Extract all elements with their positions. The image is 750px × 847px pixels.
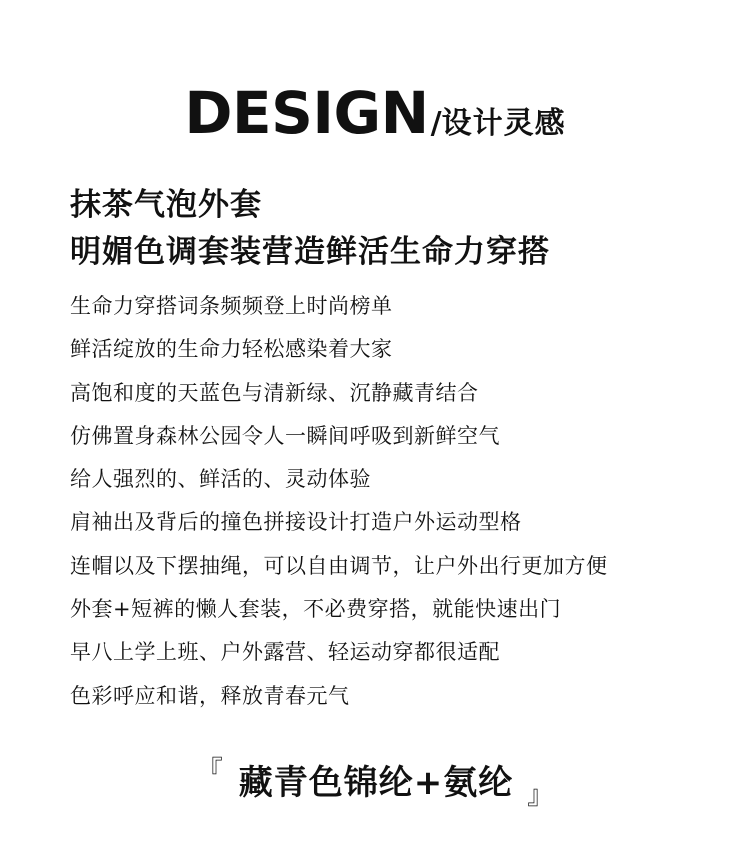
- description-line: 生命力穿搭词条频频登上时尚榜单: [70, 294, 393, 318]
- material-text: 藏青色锦纶+氨纶: [238, 763, 514, 803]
- description-line: 肩袖出及背后的撞色拼接设计打造户外运动型格: [70, 510, 522, 535]
- description-list: [70, 285, 720, 718]
- description-line: 色彩呼应和谐，释放青春元气: [70, 683, 350, 708]
- material-caption: [0, 756, 750, 816]
- description-line: 高饱和度的天蓝色与清新绿、沉静藏青结合: [70, 380, 479, 405]
- product-title-line-1: 抹茶气泡外套: [70, 187, 262, 223]
- design-inspiration-subtitle: 设计灵感: [441, 106, 566, 141]
- description-line: 给人强烈的、鲜活的、灵动体验: [70, 467, 371, 492]
- close-corner-bracket: 』: [527, 781, 554, 811]
- header-separator: /: [430, 106, 442, 141]
- product-title-block: [70, 182, 720, 276]
- description-line: 连帽以及下摆抽绳，可以自由调节，让户外出行更加方便: [70, 553, 608, 578]
- open-corner-bracket: 『: [196, 756, 223, 786]
- description-line: 鲜活绽放的生命力轻松感染着大家: [70, 337, 393, 362]
- design-header: [0, 79, 750, 147]
- description-line: 仿佛置身森林公园令人一瞬间呼吸到新鲜空气: [70, 423, 500, 448]
- design-heading: DESIGN: [184, 79, 429, 147]
- description-line: 外套+短裤的懒人套装，不必费穿搭，就能快速出门: [70, 597, 562, 622]
- description-line: 早八上学上班、户外露营、轻运动穿都很适配: [70, 640, 500, 665]
- product-title-line-2: 明媚色调套装营造鲜活生命力穿搭: [70, 234, 550, 270]
